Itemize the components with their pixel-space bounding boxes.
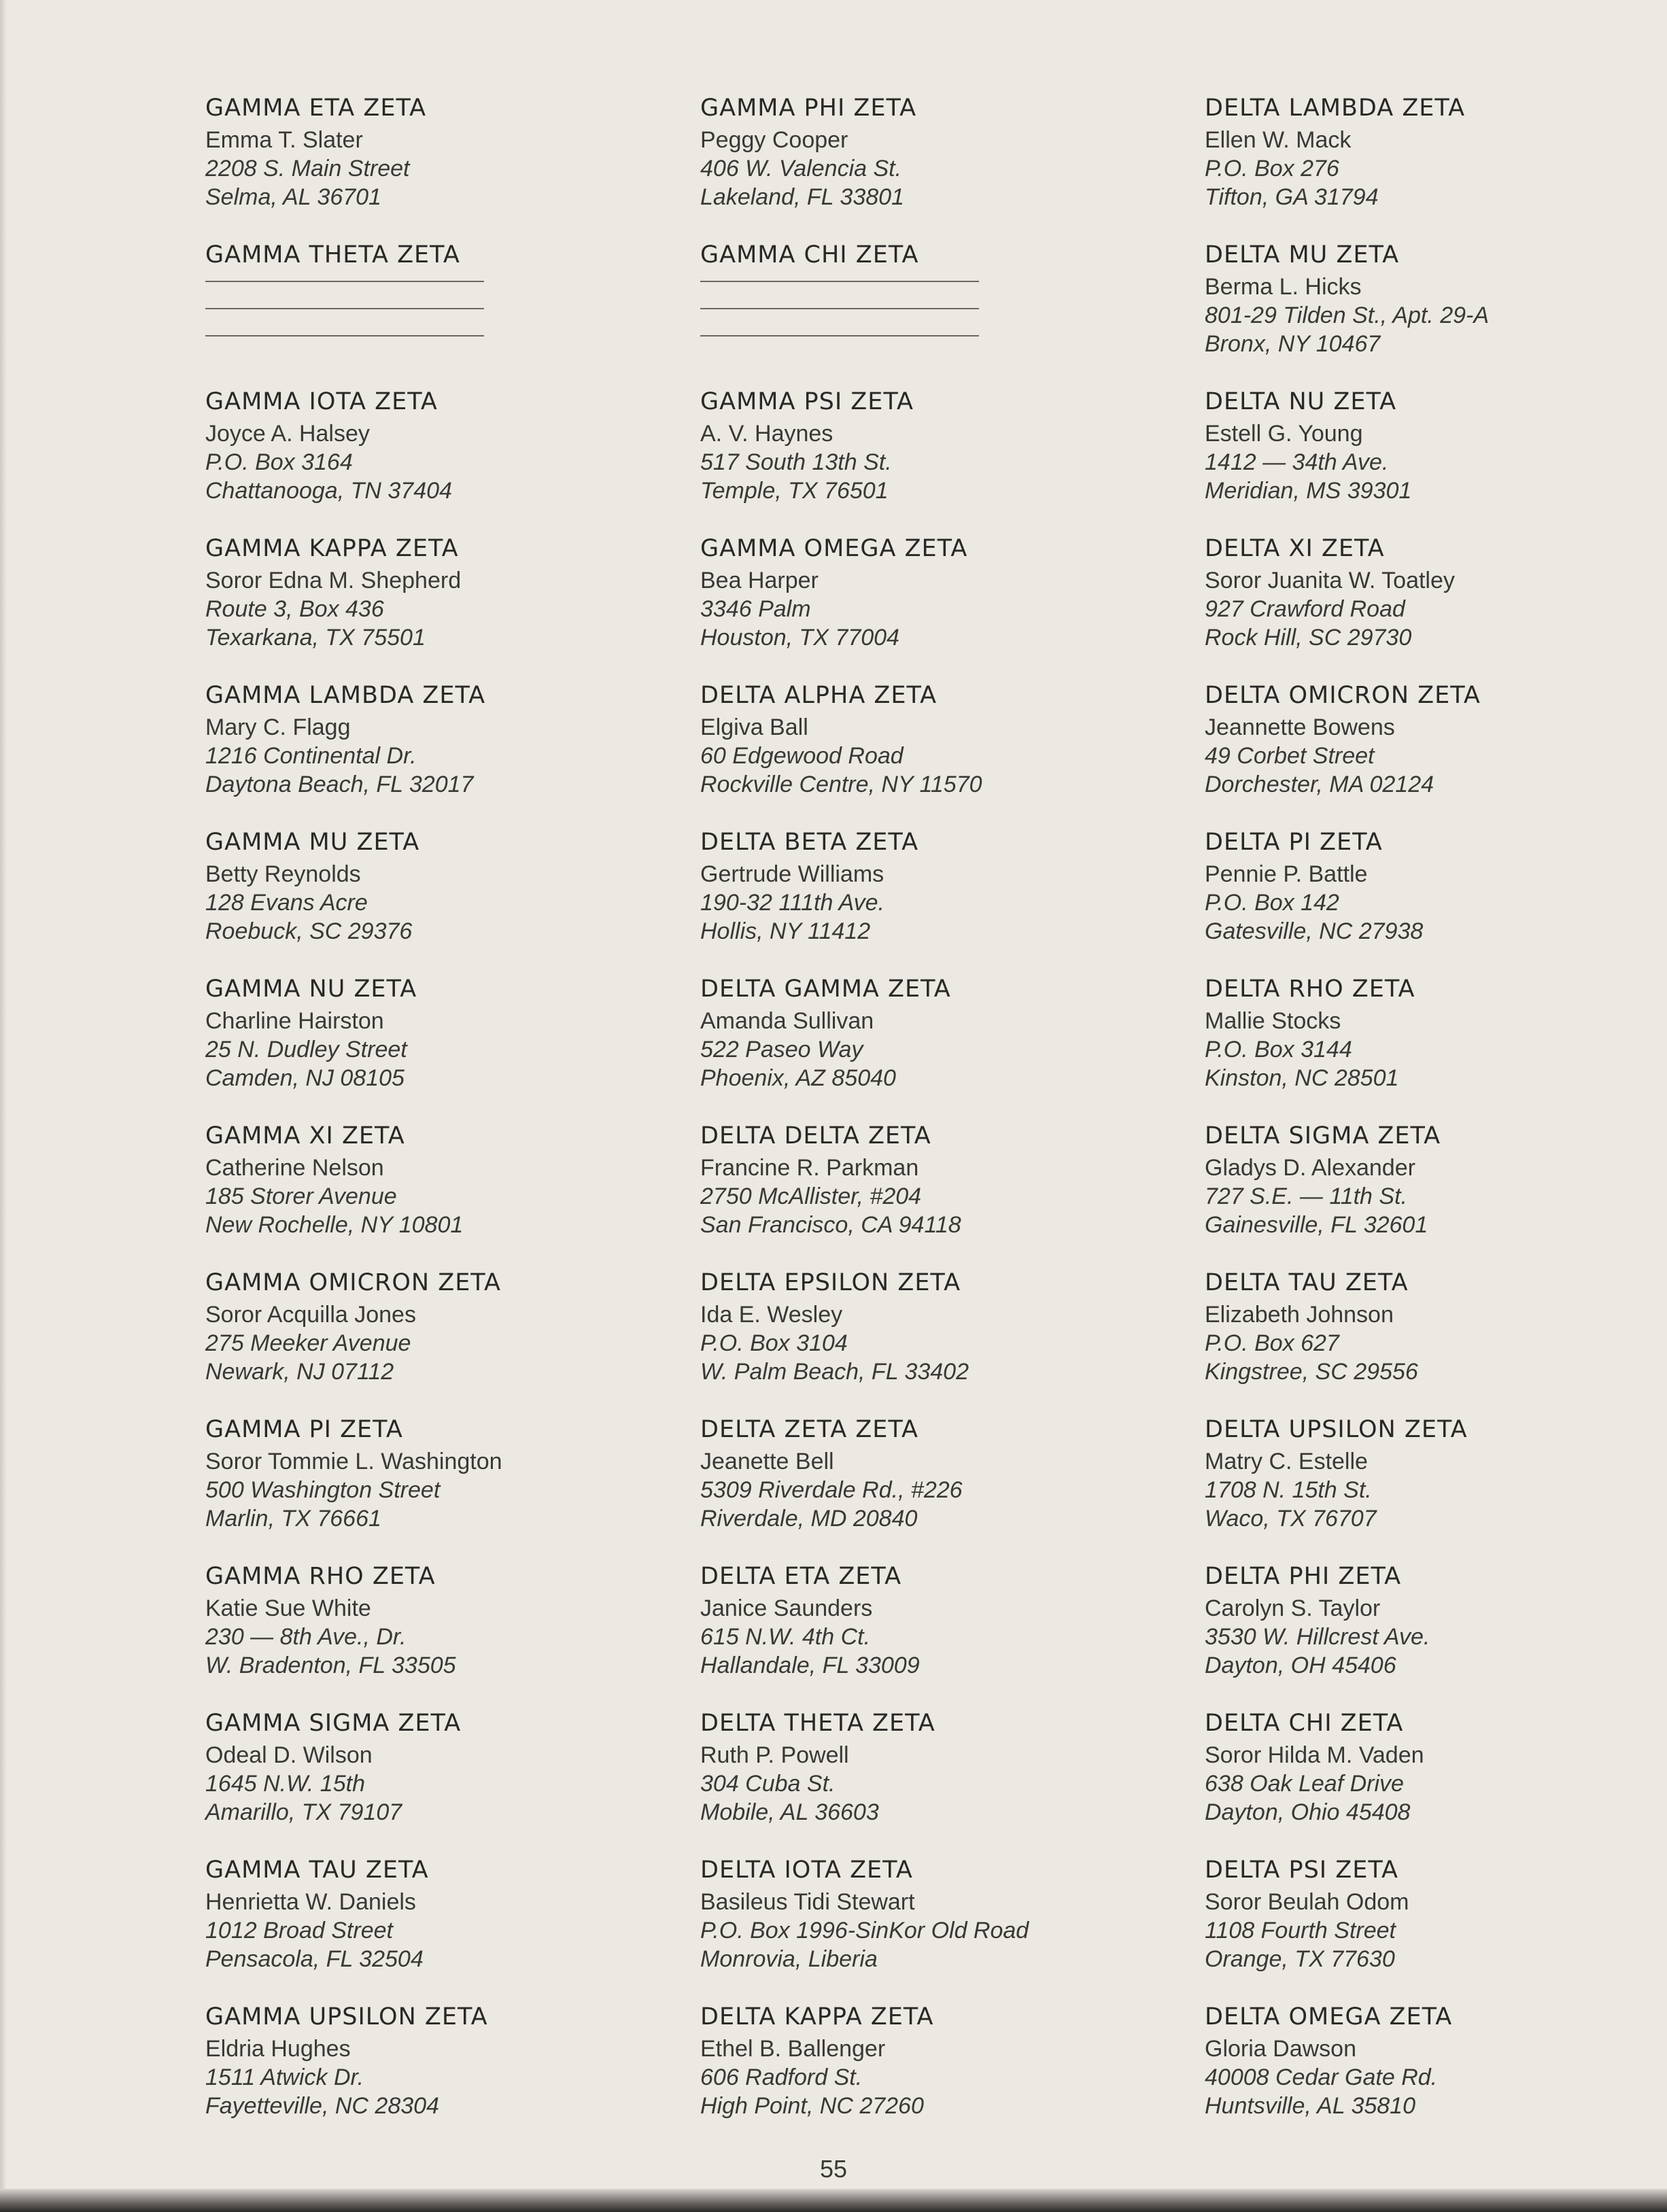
blank-entry-line [700, 335, 979, 336]
city-state-zip: Lakeland, FL 33801 [700, 184, 904, 210]
street-address: 606 Radford St. [700, 2064, 863, 2090]
chapter-name: GAMMA OMEGA ZETA [700, 535, 968, 562]
chapter-entry [1205, 1560, 1667, 1707]
city-state-zip: New Rochelle, NY 10801 [205, 1212, 464, 1238]
chapter-entry [205, 1707, 722, 1854]
contact-name: Peggy Cooper [700, 127, 848, 153]
city-state-zip: Dorchester, MA 02124 [1205, 772, 1434, 797]
city-state-zip: W. Bradenton, FL 33505 [205, 1653, 456, 1678]
city-state-zip: Meridian, MS 39301 [1205, 478, 1412, 504]
contact-name: Soror Edna M. Shepherd [205, 568, 462, 593]
city-state-zip: Waco, TX 76707 [1205, 1506, 1377, 1532]
street-address: Route 3, Box 436 [205, 596, 384, 622]
chapter-entry [700, 826, 1217, 973]
blank-entry-line [205, 281, 484, 282]
chapter-entry [205, 1413, 722, 1560]
city-state-zip: Tifton, GA 31794 [1205, 184, 1379, 210]
city-state-zip: Pensacola, FL 32504 [205, 1946, 424, 1972]
city-state-zip: Camden, NJ 08105 [205, 1065, 405, 1091]
street-address: 1108 Fourth Street [1205, 1918, 1396, 1943]
chapter-name: GAMMA PSI ZETA [700, 388, 914, 415]
contact-name: Elgiva Ball [700, 714, 808, 740]
contact-name: Katie Sue White [205, 1595, 371, 1621]
blank-entry-line [700, 281, 979, 282]
chapter-name: DELTA PSI ZETA [1205, 1856, 1398, 1884]
city-state-zip: Rockville Centre, NY 11570 [700, 772, 982, 797]
chapter-name: DELTA LAMBDA ZETA [1205, 94, 1466, 122]
street-address: 5309 Riverdale Rd., #226 [700, 1477, 963, 1503]
street-address: 1708 N. 15th St. [1205, 1477, 1372, 1503]
street-address: 25 N. Dudley Street [205, 1037, 407, 1062]
contact-name: Soror Hilda M. Vaden [1205, 1742, 1424, 1768]
street-address: 1412 — 34th Ave. [1205, 449, 1389, 475]
chapter-entry [700, 92, 1217, 239]
contact-name: Soror Beulah Odom [1205, 1889, 1409, 1915]
city-state-zip: Hallandale, FL 33009 [700, 1653, 920, 1678]
city-state-zip: Kinston, NC 28501 [1205, 1065, 1399, 1091]
city-state-zip: Newark, NJ 07112 [205, 1359, 394, 1385]
chapter-name: DELTA SIGMA ZETA [1205, 1122, 1441, 1150]
city-state-zip: Riverdale, MD 20840 [700, 1506, 918, 1532]
city-state-zip: Amarillo, TX 79107 [205, 1799, 402, 1825]
chapter-name: DELTA DELTA ZETA [700, 1122, 931, 1150]
chapter-name: DELTA ZETA ZETA [700, 1416, 918, 1443]
street-address: 49 Corbet Street [1205, 743, 1375, 769]
chapter-name: GAMMA CHI ZETA [700, 241, 919, 269]
chapter-name: GAMMA PHI ZETA [700, 94, 917, 122]
chapter-entry [1205, 2001, 1667, 2147]
contact-name: Jeannette Bowens [1205, 714, 1395, 740]
chapter-entry [1205, 826, 1667, 973]
chapter-entry [700, 532, 1217, 679]
contact-name: Mary C. Flagg [205, 714, 351, 740]
chapter-entry [205, 1266, 722, 1413]
contact-name: Berma L. Hicks [1205, 274, 1362, 300]
street-address: P.O. Box 3164 [205, 449, 353, 475]
chapter-entry [700, 239, 1217, 385]
city-state-zip: Orange, TX 77630 [1205, 1946, 1395, 1972]
city-state-zip: Gatesville, NC 27938 [1205, 918, 1424, 944]
chapter-entry [1205, 385, 1667, 532]
contact-name: Gertrude Williams [700, 861, 884, 887]
street-address: 522 Paseo Way [700, 1037, 863, 1062]
contact-name: Estell G. Young [1205, 421, 1363, 447]
page-number: 55 [819, 2155, 848, 2183]
chapter-name: DELTA EPSILON ZETA [700, 1269, 961, 1296]
page-spine-shadow [0, 0, 7, 2212]
chapter-name: DELTA UPSILON ZETA [1205, 1416, 1468, 1443]
contact-name: Pennie P. Battle [1205, 861, 1368, 887]
chapter-name: DELTA MU ZETA [1205, 241, 1400, 269]
contact-name: Janice Saunders [700, 1595, 873, 1621]
city-state-zip: Kingstree, SC 29556 [1205, 1359, 1418, 1385]
chapter-name: DELTA OMEGA ZETA [1205, 2003, 1453, 2030]
chapter-entry [205, 385, 722, 532]
city-state-zip: Mobile, AL 36603 [700, 1799, 879, 1825]
contact-name: A. V. Haynes [700, 421, 834, 447]
street-address: P.O. Box 3144 [1205, 1037, 1352, 1062]
city-state-zip: Hollis, NY 11412 [700, 918, 871, 944]
chapter-entry [700, 1413, 1217, 1560]
chapter-entry [205, 826, 722, 973]
city-state-zip: Roebuck, SC 29376 [205, 918, 413, 944]
street-address: 2750 McAllister, #204 [700, 1183, 922, 1209]
chapter-entry [205, 532, 722, 679]
street-address: 3530 W. Hillcrest Ave. [1205, 1624, 1430, 1650]
chapter-entry [1205, 1854, 1667, 2001]
street-address: 2208 S. Main Street [205, 156, 410, 182]
directory-column-3 [1205, 92, 1667, 2147]
chapter-entry [1205, 1120, 1667, 1266]
city-state-zip: Chattanooga, TN 37404 [205, 478, 452, 504]
chapter-name: DELTA NU ZETA [1205, 388, 1397, 415]
chapter-entry [205, 973, 722, 1120]
chapter-entry [1205, 92, 1667, 239]
city-state-zip: Selma, AL 36701 [205, 184, 381, 210]
contact-name: Henrietta W. Daniels [205, 1889, 416, 1915]
chapter-entry [1205, 1413, 1667, 1560]
blank-entry-line [700, 308, 979, 309]
street-address: 500 Washington Street [205, 1477, 441, 1503]
chapter-name: DELTA ALPHA ZETA [700, 682, 938, 709]
chapter-name: DELTA IOTA ZETA [700, 1856, 913, 1884]
street-address: 801-29 Tilden St., Apt. 29-A [1205, 303, 1490, 328]
chapter-name: DELTA XI ZETA [1205, 535, 1385, 562]
city-state-zip: Huntsville, AL 35810 [1205, 2093, 1415, 2119]
contact-name: Ethel B. Ballenger [700, 2036, 886, 2062]
city-state-zip: Daytona Beach, FL 32017 [205, 772, 474, 797]
chapter-name: DELTA GAMMA ZETA [700, 975, 951, 1003]
street-address: 1216 Continental Dr. [205, 743, 417, 769]
page-bottom-edge [0, 2189, 1667, 2212]
chapter-name: GAMMA TAU ZETA [205, 1856, 429, 1884]
street-address: 1012 Broad Street [205, 1918, 393, 1943]
chapter-entry [205, 1854, 722, 2001]
chapter-name: DELTA RHO ZETA [1205, 975, 1415, 1003]
chapter-name: GAMMA PI ZETA [205, 1416, 403, 1443]
city-state-zip: Fayetteville, NC 28304 [205, 2093, 439, 2119]
blank-entry-line [205, 335, 484, 336]
contact-name: Mallie Stocks [1205, 1008, 1341, 1034]
chapter-name: GAMMA ETA ZETA [205, 94, 427, 122]
contact-name: Elizabeth Johnson [1205, 1302, 1394, 1328]
chapter-entry [1205, 1707, 1667, 1854]
chapter-entry [700, 385, 1217, 532]
street-address: 304 Cuba St. [700, 1771, 836, 1797]
contact-name: Amanda Sullivan [700, 1008, 874, 1034]
street-address: 638 Oak Leaf Drive [1205, 1771, 1404, 1797]
chapter-entry [205, 92, 722, 239]
chapter-name: DELTA OMICRON ZETA [1205, 682, 1481, 709]
chapter-name: DELTA PHI ZETA [1205, 1563, 1402, 1590]
chapter-name: DELTA TAU ZETA [1205, 1269, 1409, 1296]
street-address: 230 — 8th Ave., Dr. [205, 1624, 407, 1650]
street-address: P.O. Box 142 [1205, 890, 1339, 916]
contact-name: Soror Acquilla Jones [205, 1302, 416, 1328]
street-address: 40008 Cedar Gate Rd. [1205, 2064, 1438, 2090]
street-address: 615 N.W. 4th Ct. [700, 1624, 871, 1650]
chapter-name: GAMMA RHO ZETA [205, 1563, 436, 1590]
blank-entry-line [205, 308, 484, 309]
chapter-name: GAMMA KAPPA ZETA [205, 535, 459, 562]
street-address: 727 S.E. — 11th St. [1205, 1183, 1407, 1209]
chapter-name: DELTA CHI ZETA [1205, 1710, 1404, 1737]
chapter-entry [205, 1120, 722, 1266]
city-state-zip: Phoenix, AZ 85040 [700, 1065, 896, 1091]
street-address: P.O. Box 3104 [700, 1330, 848, 1356]
chapter-entry [700, 973, 1217, 1120]
chapter-entry [700, 1707, 1217, 1854]
street-address: 128 Evans Acre [205, 890, 368, 916]
chapter-entry [1205, 532, 1667, 679]
chapter-entry [700, 1120, 1217, 1266]
chapter-name: GAMMA IOTA ZETA [205, 388, 438, 415]
contact-name: Carolyn S. Taylor [1205, 1595, 1381, 1621]
chapter-name: GAMMA SIGMA ZETA [205, 1710, 462, 1737]
contact-name: Gladys D. Alexander [1205, 1155, 1415, 1181]
contact-name: Odeal D. Wilson [205, 1742, 373, 1768]
contact-name: Ida E. Wesley [700, 1302, 843, 1328]
city-state-zip: Bronx, NY 10467 [1205, 331, 1381, 357]
chapter-name: GAMMA XI ZETA [205, 1122, 405, 1150]
chapter-name: GAMMA MU ZETA [205, 829, 420, 856]
city-state-zip: Dayton, Ohio 45408 [1205, 1799, 1411, 1825]
chapter-entry [205, 2001, 722, 2147]
city-state-zip: W. Palm Beach, FL 33402 [700, 1359, 969, 1385]
city-state-zip: Temple, TX 76501 [700, 478, 889, 504]
chapter-name: DELTA THETA ZETA [700, 1710, 935, 1737]
street-address: 190-32 111th Ave. [700, 890, 884, 916]
contact-name: Basileus Tidi Stewart [700, 1889, 915, 1915]
contact-name: Joyce A. Halsey [205, 421, 370, 447]
street-address: 275 Meeker Avenue [205, 1330, 411, 1356]
contact-name: Gloria Dawson [1205, 2036, 1356, 2062]
city-state-zip: High Point, NC 27260 [700, 2093, 924, 2119]
chapter-name: GAMMA OMICRON ZETA [205, 1269, 501, 1296]
street-address: P.O. Box 627 [1205, 1330, 1339, 1356]
contact-name: Emma T. Slater [205, 127, 363, 153]
city-state-zip: Houston, TX 77004 [700, 625, 899, 651]
chapter-entry [700, 1854, 1217, 2001]
contact-name: Charline Hairston [205, 1008, 384, 1034]
contact-name: Soror Tommie L. Washington [205, 1449, 502, 1474]
street-address: 517 South 13th St. [700, 449, 892, 475]
city-state-zip: Gainesville, FL 32601 [1205, 1212, 1428, 1238]
street-address: P.O. Box 1996-SinKor Old Road [700, 1918, 1029, 1943]
chapter-entry [700, 2001, 1217, 2147]
chapter-entry [700, 679, 1217, 826]
street-address: 60 Edgewood Road [700, 743, 904, 769]
city-state-zip: Marlin, TX 76661 [205, 1506, 381, 1532]
chapter-entry [1205, 973, 1667, 1120]
street-address: 3346 Palm [700, 596, 811, 622]
street-address: 927 Crawford Road [1205, 596, 1405, 622]
city-state-zip: Texarkana, TX 75501 [205, 625, 426, 651]
chapter-entry [700, 1266, 1217, 1413]
chapter-entry [700, 1560, 1217, 1707]
chapter-entry [205, 1560, 722, 1707]
chapter-name: DELTA ETA ZETA [700, 1563, 902, 1590]
city-state-zip: Monrovia, Liberia [700, 1946, 878, 1972]
contact-name: Jeanette Bell [700, 1449, 834, 1474]
chapter-name: DELTA BETA ZETA [700, 829, 919, 856]
contact-name: Francine R. Parkman [700, 1155, 919, 1181]
chapter-name: GAMMA UPSILON ZETA [205, 2003, 488, 2030]
chapter-name: GAMMA THETA ZETA [205, 241, 460, 269]
street-address: 1645 N.W. 15th [205, 1771, 365, 1797]
directory-column-1 [205, 92, 722, 2147]
chapter-name: GAMMA NU ZETA [205, 975, 417, 1003]
street-address: 185 Storer Avenue [205, 1183, 397, 1209]
chapter-entry [1205, 1266, 1667, 1413]
chapter-name: DELTA KAPPA ZETA [700, 2003, 934, 2030]
contact-name: Eldria Hughes [205, 2036, 351, 2062]
contact-name: Soror Juanita W. Toatley [1205, 568, 1455, 593]
chapter-entry [205, 239, 722, 385]
chapter-entry [205, 679, 722, 826]
contact-name: Ruth P. Powell [700, 1742, 849, 1768]
chapter-name: GAMMA LAMBDA ZETA [205, 682, 486, 709]
contact-name: Matry C. Estelle [1205, 1449, 1368, 1474]
contact-name: Catherine Nelson [205, 1155, 384, 1181]
city-state-zip: San Francisco, CA 94118 [700, 1212, 961, 1238]
contact-name: Ellen W. Mack [1205, 127, 1352, 153]
street-address: 1511 Atwick Dr. [205, 2064, 364, 2090]
street-address: 406 W. Valencia St. [700, 156, 902, 182]
city-state-zip: Dayton, OH 45406 [1205, 1653, 1396, 1678]
chapter-entry [1205, 239, 1667, 385]
city-state-zip: Rock Hill, SC 29730 [1205, 625, 1412, 651]
chapter-entry [1205, 679, 1667, 826]
contact-name: Bea Harper [700, 568, 819, 593]
contact-name: Betty Reynolds [205, 861, 361, 887]
street-address: P.O. Box 276 [1205, 156, 1339, 182]
directory-column-2 [700, 92, 1217, 2147]
chapter-name: DELTA PI ZETA [1205, 829, 1383, 856]
